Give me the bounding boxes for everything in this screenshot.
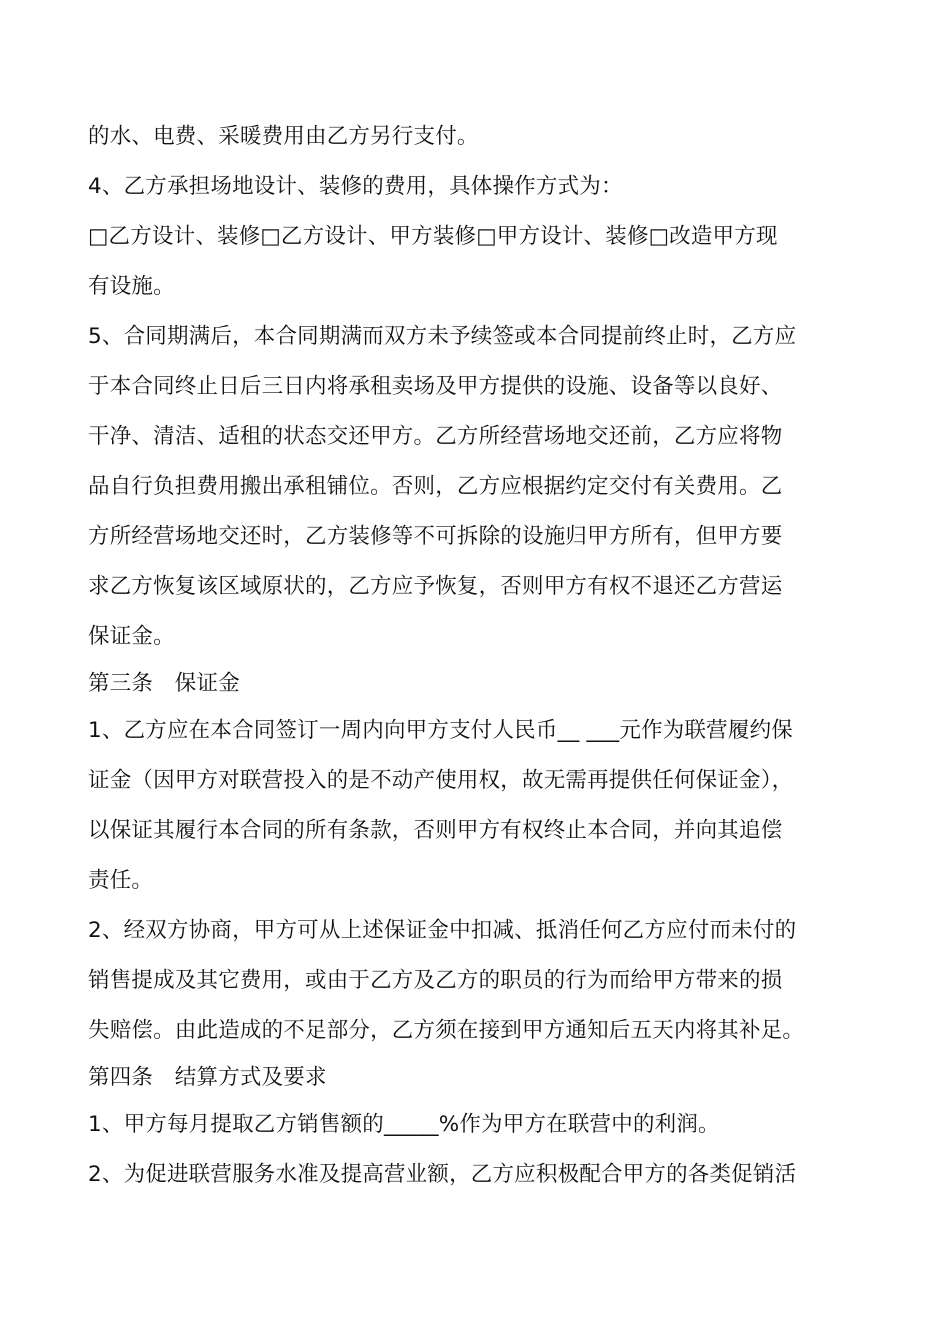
text-line: 1、甲方每月提取乙方销售额的_____%作为甲方在联营中的利润。	[88, 1112, 720, 1137]
text-line: 于本合同终止日后三日内将承租卖场及甲方提供的设施、设备等以良好、	[88, 374, 783, 399]
text-line: 求乙方恢复该区域原状的，乙方应予恢复，否则甲方有权不退还乙方营运	[88, 574, 783, 599]
text-line: 4、乙方承担场地设计、装修的费用，具体操作方式为：	[88, 174, 623, 199]
text-line: 以保证其履行本合同的所有条款，否则甲方有权终止本合同，并向其追偿	[88, 818, 783, 843]
text-line: 保证金。	[88, 624, 175, 649]
section-heading: 第四条 结算方式及要求	[88, 1065, 327, 1090]
text-line: 责任。	[88, 868, 154, 893]
section-heading: 第三条 保证金	[88, 671, 240, 696]
text-line: 的水、电费、采暖费用由乙方另行支付。	[88, 124, 479, 149]
text-line: 2、为促进联营服务水准及提高营业额，乙方应积极配合甲方的各类促销活	[88, 1162, 797, 1187]
text-line: 5、合同期满后，本合同期满而双方未予续签或本合同提前终止时，乙方应	[88, 324, 797, 349]
text-line: 失赔偿。由此造成的不足部分，乙方须在接到甲方通知后五天内将其补足。	[88, 1018, 805, 1043]
text-line: 1、乙方应在本合同签订一周内向甲方支付人民币__ ___元作为联营履约保	[88, 718, 793, 743]
text-line: 品自行负担费用搬出承租铺位。否则，乙方应根据约定交付有关费用。乙	[88, 474, 783, 499]
text-line: 有设施。	[88, 274, 175, 299]
text-line: 销售提成及其它费用，或由于乙方及乙方的职员的行为而给甲方带来的损	[88, 968, 783, 993]
text-line: 2、经双方协商，甲方可从上述保证金中扣减、抵消任何乙方应付而未付的	[88, 918, 797, 943]
text-line: 证金（因甲方对联营投入的是不动产使用权，故无需再提供任何保证金），	[88, 768, 794, 793]
document-page	[88, 112, 868, 1200]
text-line: 干净、清洁、适租的状态交还甲方。乙方所经营场地交还前，乙方应将物	[88, 424, 783, 449]
text-line: 方所经营场地交还时，乙方装修等不可拆除的设施归甲方所有，但甲方要	[88, 524, 783, 549]
text-line: □乙方设计、装修□乙方设计、甲方装修□甲方设计、装修□改造甲方现	[88, 224, 778, 249]
